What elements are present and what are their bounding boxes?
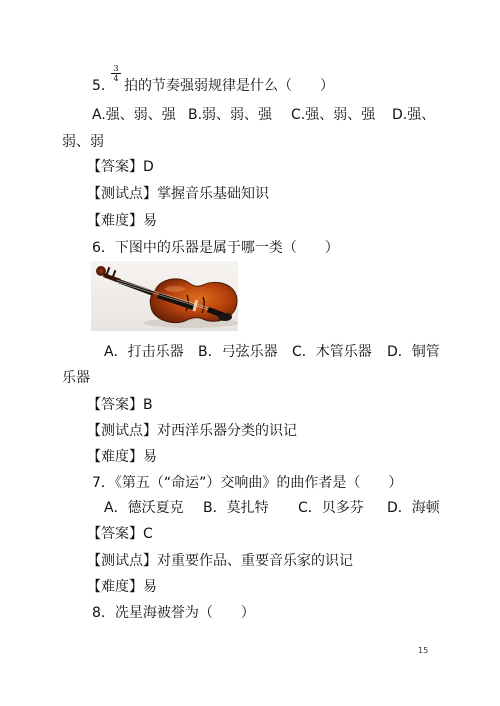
q5-question-text: 拍的节奏强弱规律是什么（ ） (124, 78, 334, 94)
q7-testpoint: 【测试点】对重要作品、重要音乐家的识记 (87, 553, 353, 569)
q6-difficulty: 【难度】易 (87, 449, 157, 465)
q6-option-c: C．木管乐器 (292, 344, 372, 360)
q5-testpoint: 【测试点】掌握音乐基础知识 (87, 186, 269, 202)
q7-question-title: 7．《第五（“命运”）交响曲》的曲作者是（ ） (92, 475, 403, 491)
violin-icon (91, 261, 238, 331)
q5-option-d: D.强、 (392, 107, 436, 123)
page-number: 15 (418, 646, 429, 655)
q5-option-d-wrap: 弱、弱 (62, 134, 104, 150)
q5-difficulty: 【难度】易 (87, 213, 157, 229)
q7-option-d: D．海顿 (387, 500, 440, 516)
q6-question-title: 6．下图中的乐器是属于哪一类（ ） (92, 240, 339, 256)
q5-option-b: B.弱、弱、强 (188, 107, 273, 123)
q5-answer: 【答案】D (87, 159, 154, 175)
q6-option-a: A．打击乐器 (104, 344, 184, 360)
q5-option-a: A.强、弱、强 (92, 107, 176, 123)
q6-answer: 【答案】B (87, 397, 153, 413)
q5-option-c: C.强、弱、强 (291, 107, 376, 123)
q5-fraction (110, 64, 122, 83)
q6-option-b: B．弓弦乐器 (198, 344, 278, 360)
q5-fraction-denominator: 4 (113, 74, 119, 83)
q7-option-a: A．德沃夏克 (104, 500, 184, 516)
q6-option-d-wrap: 乐器 (62, 370, 90, 386)
q7-difficulty: 【难度】易 (87, 579, 157, 595)
q8-question-title: 8．冼星海被誉为（ ） (92, 605, 255, 621)
q7-answer: 【答案】C (87, 526, 153, 542)
violin-image (91, 261, 238, 331)
q5-fraction-numerator: 3 (113, 64, 119, 73)
q5-number: 5． (92, 78, 115, 94)
q6-option-d: D．铜管 (387, 344, 440, 360)
q7-option-b: B．莫扎特 (203, 500, 269, 516)
q7-option-c: C．贝多芬 (298, 500, 364, 516)
q6-testpoint: 【测试点】对西洋乐器分类的识记 (87, 423, 297, 439)
